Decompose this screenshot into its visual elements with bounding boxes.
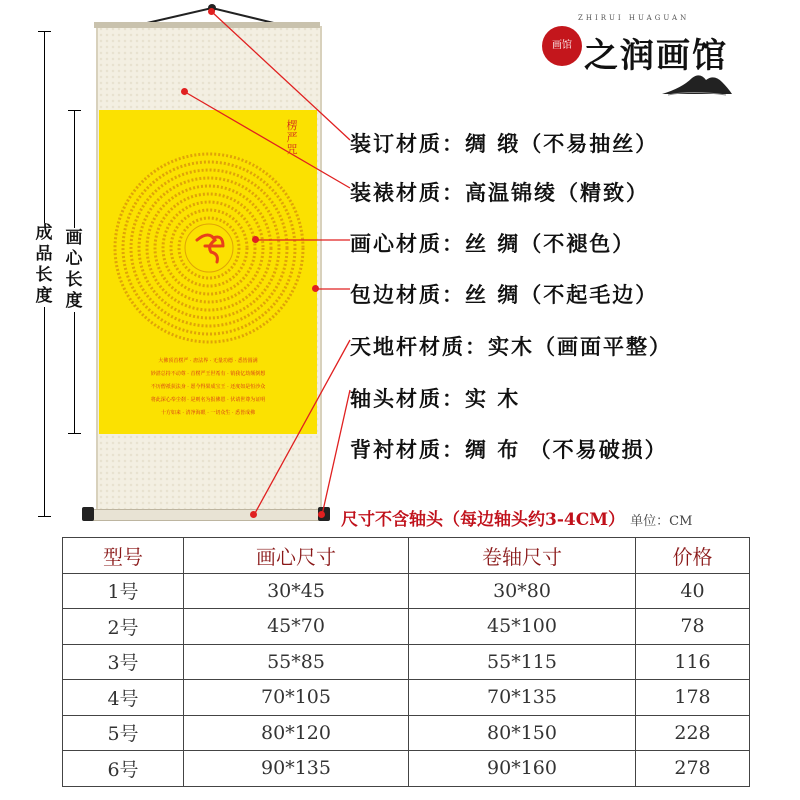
table-row xyxy=(63,751,750,787)
marker-dot xyxy=(252,236,259,243)
table-row xyxy=(63,715,750,751)
table-row xyxy=(63,644,750,680)
table-cell-painting-size: 30*45 xyxy=(184,573,409,609)
table-row xyxy=(63,609,750,645)
table-cell-model: 6号 xyxy=(63,751,184,787)
table-header-model: 型号 xyxy=(63,538,184,574)
material-edging: 包边材质：丝 绸（不起毛边） xyxy=(350,283,659,307)
table-cell-model: 3号 xyxy=(63,644,184,680)
table-cell-price: 228 xyxy=(636,715,750,751)
material-mounting: 装裱材质：高温锦绫（精致） xyxy=(350,181,649,205)
marker-dot xyxy=(312,285,319,292)
verse-line: 十方如来 · 清净海眼 · 一切众生 · 悉皆成佛 xyxy=(160,410,256,416)
material-axle-heads: 轴头材质：实 木 xyxy=(350,387,521,411)
brand-subtitle: ZHIRUI HUAGUAN xyxy=(578,14,690,22)
table-cell-scroll-size: 55*115 xyxy=(409,644,636,680)
marker-dot xyxy=(181,88,188,95)
table-cell-price: 40 xyxy=(636,573,750,609)
material-backing: 背衬材质：绸 布 （不易破损） xyxy=(350,438,668,462)
table-header-row xyxy=(63,538,750,574)
material-painting: 画心材质：丝 绸（不褪色） xyxy=(350,232,636,256)
verse-line: 不历僧祇获法身 · 愿今得果成宝王 · 还度如是恒沙众 xyxy=(150,384,266,390)
table-cell-model: 2号 xyxy=(63,609,184,645)
brand-seal-text: 画馆 xyxy=(552,40,572,51)
brand-name: 之润画馆 xyxy=(584,36,728,76)
table-cell-painting-size: 45*70 xyxy=(184,609,409,645)
table-cell-price: 78 xyxy=(636,609,750,645)
painting-length-label: 画心长度 xyxy=(65,228,83,311)
table-header-price: 价格 xyxy=(636,538,750,574)
marker-dot xyxy=(318,511,325,518)
table-cell-scroll-size: 90*160 xyxy=(409,751,636,787)
table-header-painting-size: 画心尺寸 xyxy=(184,538,409,574)
table-cell-scroll-size: 80*150 xyxy=(409,715,636,751)
table-cell-scroll-size: 30*80 xyxy=(409,573,636,609)
table-cell-painting-size: 55*85 xyxy=(184,644,409,680)
table-cell-scroll-size: 70*135 xyxy=(409,680,636,716)
material-rods: 天地杆材质：实木（画面平整） xyxy=(350,335,672,359)
verse-line: 大佛顶首楞严 · 唐法界 · 无量功德 · 悉皆圆满 xyxy=(158,358,258,364)
table-cell-painting-size: 90*135 xyxy=(184,751,409,787)
table-cell-model: 5号 xyxy=(63,715,184,751)
table-row xyxy=(63,680,750,716)
table-cell-price: 278 xyxy=(636,751,750,787)
table-header-scroll-size: 卷轴尺寸 xyxy=(409,538,636,574)
size-note-main: 尺寸不含轴头（每边轴头约3-4CM） xyxy=(341,510,626,530)
marker-dot xyxy=(250,511,257,518)
verse-line: 将此深心奉尘刹 · 是则名为报佛恩 · 伏请世尊为证明 xyxy=(150,397,266,403)
material-binding: 装订材质：绸 缎（不易抽丝） xyxy=(350,132,659,156)
table-cell-model: 4号 xyxy=(63,680,184,716)
painting-title: 楞严咒 xyxy=(286,119,298,156)
size-note-unit: 单位：CM xyxy=(630,514,693,529)
verse-line: 妙湛总持不动尊 · 首楞严王世希有 · 销我亿劫颠倒想 xyxy=(150,371,266,377)
size-price-table xyxy=(62,537,750,787)
table-cell-painting-size: 80*120 xyxy=(184,715,409,751)
table-cell-price: 116 xyxy=(636,644,750,680)
table-cell-painting-size: 70*105 xyxy=(184,680,409,716)
table-cell-model: 1号 xyxy=(63,573,184,609)
size-note xyxy=(341,505,692,530)
mountain-icon xyxy=(662,68,732,96)
marker-dot xyxy=(208,8,215,15)
brand-logo xyxy=(532,8,742,98)
table-cell-price: 178 xyxy=(636,680,750,716)
table-cell-scroll-size: 45*100 xyxy=(409,609,636,645)
table-row xyxy=(63,573,750,609)
total-length-label: 成品长度 xyxy=(35,223,53,306)
